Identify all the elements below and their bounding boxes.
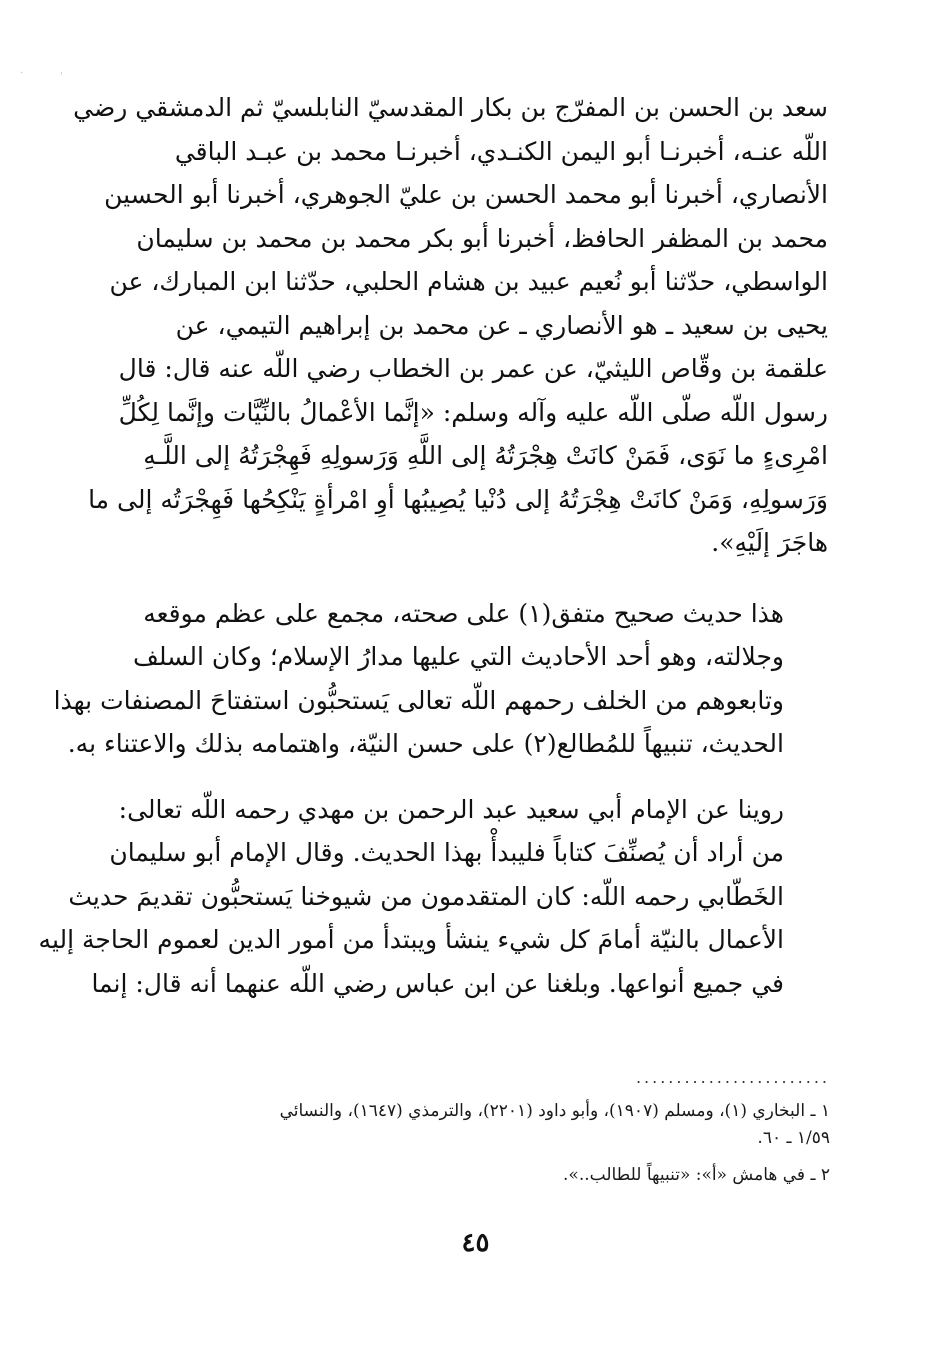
footnote-2 xyxy=(130,1162,830,1189)
text-line: سعد بن الحسن بن المفرّج بن بكار المقدسيّ النابلسيّ ثم الدمشقي رضي xyxy=(73,93,828,122)
footnotes xyxy=(130,1098,830,1199)
text-line: هاجَرَ إلَيْهِ». xyxy=(711,528,828,557)
footnote-line: ٢ ـ في هامش «أ»: «تنبيهاً للطالب..». xyxy=(563,1165,830,1185)
text-line: رسول اللّه صلّى اللّه عليه وآله وسلم: «إنَّما الأعْمالُ بالنِّيَّات وإنَّما لِكُلِّ xyxy=(118,397,828,427)
text-line: هذا حديث صحيح متفق(١) على صحته، مجمع على عظم موقعه xyxy=(143,598,784,628)
commentary-paragraph xyxy=(53,592,828,766)
text-line: الحديث، تنبيهاً للمُطالع(٢) على حسن النيّة، واهتمامه بذلك والاعتناء به. xyxy=(67,729,784,758)
footnote-separator: ........................ xyxy=(635,1068,830,1087)
text-line: وجلالته، وهو أحد الأحاديث التي عليها مدارُ الإسلام؛ وكان السلف xyxy=(132,642,784,671)
text-line: وتابعوهم من الخلف رحمهم اللّه تعالى يَستحبُّون استفتاحَ المصنفات بهذا xyxy=(53,685,784,715)
text-line: من أراد أن يُصنِّفَ كتاباً فليبدأْ بهذا الحديث. وقال الإمام أبو سليمان xyxy=(109,838,784,867)
text-line: روينا عن الإمام أبي سعيد عبد الرحمن بن مهدي رحمه اللّه تعالى: xyxy=(118,794,784,824)
footnote-line: ١/٥٩ ـ ٦٠. xyxy=(757,1128,830,1148)
text-line: وَرَسولِهِ، وَمَنْ كانَتْ هِجْرَتُهُ إلى دُنْيا يُصِيبُها أوِ امْرأةٍ يَنْكِحُها فَهِجْرَتُه إلى ما xyxy=(88,484,828,514)
text-line: في جميع أنواعها. وبلغنا عن ابن عباس رضي اللّه عنهما أنه قال: إنما xyxy=(91,968,784,998)
text-line: الأنصاري، أخبرنا أبو محمد الحسن بن عليّ الجوهري، أخبرنا أبو الحسين xyxy=(104,180,828,209)
page-number: ٤٥ xyxy=(461,1228,490,1258)
hadith-chain-paragraph xyxy=(73,86,828,565)
main-text xyxy=(38,86,828,1005)
text-line: الواسطي، حدّثنا أبو نُعيم عبيد بن هشام الحلبي، حدّثنا ابن المبارك، عن xyxy=(109,267,828,296)
text-line: علقمة بن وقّاص الليثيّ، عن عمر بن الخطاب رضي اللّه عنه قال: قال xyxy=(118,354,828,383)
footnote-line: ١ ـ البخاري (١)، ومسلم (١٩٠٧)، وأبو داود (٢٢٠١)، والترمذي (١٦٤٧)، والنسائي xyxy=(279,1101,830,1121)
text-line: يحيى بن سعيد ـ هو الأنصاري ـ عن محمد بن إبراهيم التيمي، عن xyxy=(175,310,828,340)
text-line: اللّه عنـه، أخبرنـا أبو اليمن الكنـدي، أخبرنـا محمد بن عبـد الباقي xyxy=(174,136,828,166)
narration-paragraph xyxy=(38,788,828,1006)
text-line: امْرِىءٍ ما نَوَى، فَمَنْ كانَتْ هِجْرَتُهُ إلى اللَّهِ وَرَسولِهِ فَهِجْرَتُهُ إلى اللَّـهِ xyxy=(143,441,828,470)
scan-speck: ˈ xyxy=(60,72,63,83)
text-line: محمد بن المظفر الحافظ، أخبرنا أبو بكر محمد بن محمد بن سليمان xyxy=(136,223,828,253)
footnote-1 xyxy=(130,1098,830,1152)
text-line: الأعمال بالنيّة أمامَ كل شيء ينشأ ويبتدأ من أمور الدين لعموم الحاجة إليه xyxy=(38,925,784,954)
text-line: الخَطّابي رحمه اللّه: كان المتقدمون من شيوخنا يَستحبُّون تقديمَ حديث xyxy=(68,881,784,911)
scan-speck: · xyxy=(20,68,24,79)
